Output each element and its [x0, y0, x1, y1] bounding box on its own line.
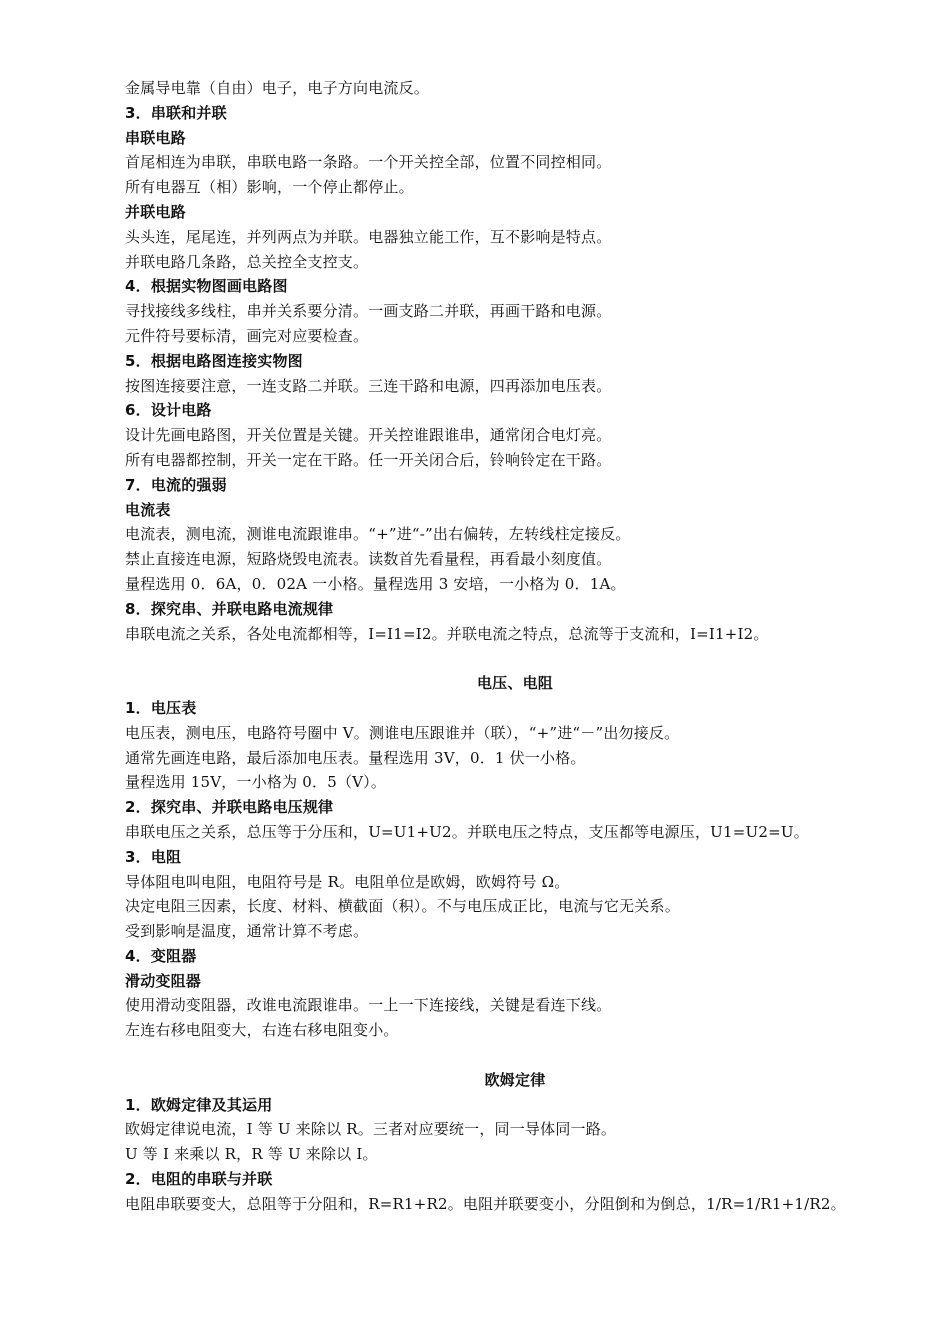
paragraph-line: 所有电器互（相）影响，一个停止都停止。 [125, 178, 414, 197]
paragraph-line: 寻找接线多线柱，串并关系要分清。一画支路二并联，再画干路和电源。 [125, 302, 612, 321]
section-heading: 3．串联和并联 [125, 103, 227, 122]
paragraph-line: 串联电压之关系，总压等于分压和，U=U1+U2。并联电压之特点，支压都等电源压，U1=U2=U。 [125, 822, 809, 841]
section-heading: 5．根据电路图连接实物图 [125, 351, 303, 370]
section-heading: 1．电压表 [125, 698, 197, 717]
section-heading: 6．设计电路 [125, 401, 212, 420]
subsection-heading: 串联电路 [125, 128, 186, 147]
paragraph-line: 量程选用 15V，一小格为 0．5（V）。 [125, 773, 387, 792]
subsection-heading: 并联电路 [125, 202, 186, 221]
blank-line [125, 1043, 885, 1068]
section-heading: 2．探究串、并联电路电压规律 [125, 798, 334, 817]
section-heading: 1．欧姆定律及其运用 [125, 1095, 273, 1114]
paragraph-line: 元件符号要标清，画完对应要检查。 [125, 326, 369, 345]
paragraph-line: 左连右移电阻变大，右连右移电阻变小。 [125, 1021, 399, 1040]
paragraph-line: 禁止直接连电源，短路烧毁电流表。读数首先看量程，再看最小刻度值。 [125, 550, 612, 569]
paragraph-line: 串联电流之关系，各处电流都相等，I=I1=I2。并联电流之特点，总流等于支流和，I=I1+I2。 [125, 624, 769, 643]
paragraph-line: 通常先画连电路，最后添加电压表。量程选用 3V，0．1 伏一小格。 [125, 748, 586, 767]
paragraph-line: 电流表，测电流，测谁电流跟谁串。“+”进“-”出右偏转，左转线柱定接反。 [125, 525, 631, 544]
paragraph-line: 受到影响是温度，通常计算不考虑。 [125, 922, 369, 941]
paragraph-line: 按图连接要注意，一连支路二并联。三连干路和电源，四再添加电压表。 [125, 376, 612, 395]
section-heading: 7．电流的强弱 [125, 475, 227, 494]
paragraph-line: 导体阻电叫电阻，电阻符号是 R。电阻单位是欧姆，欧姆符号 Ω。 [125, 872, 570, 891]
paragraph-line: 量程选用 0．6A，0．02A 一小格。量程选用 3 安培，一小格为 0．1A。 [125, 574, 626, 593]
chapter-title: 欧姆定律 [484, 1070, 546, 1089]
paragraph-line: 使用滑动变阻器，改谁电流跟谁串。一上一下连接线，关键是看连下线。 [125, 996, 612, 1015]
document-body [125, 76, 885, 1217]
paragraph-line: 设计先画电路图，开关位置是关键。开关控谁跟谁串，通常闭合电灯亮。 [125, 426, 612, 445]
section-heading: 4．根据实物图画电路图 [125, 277, 288, 296]
paragraph-line: 并联电路几条路，总关控全支控支。 [125, 252, 369, 271]
section-heading: 4．变阻器 [125, 946, 197, 965]
paragraph-line: U 等 I 来乘以 R，R 等 U 来除以 I。 [125, 1145, 378, 1164]
blank-line [125, 646, 885, 671]
section-heading: 3．电阻 [125, 847, 182, 866]
paragraph-line: 电压表，测电压，电路符号圈中 V。测谁电压跟谁并（联），“+”进“－”出勿接反。 [125, 723, 680, 742]
paragraph-line: 头头连，尾尾连，并列两点为并联。电器独立能工作，互不影响是特点。 [125, 227, 612, 246]
subsection-heading: 滑动变阻器 [125, 971, 202, 990]
paragraph-line: 欧姆定律说电流，I 等 U 来除以 R。三者对应要统一，同一导体同一路。 [125, 1120, 617, 1139]
paragraph-line: 首尾相连为串联，串联电路一条路。一个开关控全部，位置不同控相同。 [125, 153, 612, 172]
paragraph-line: 金属导电靠（自由）电子，电子方向电流反。 [125, 79, 430, 97]
subsection-heading: 电流表 [125, 500, 171, 519]
paragraph-line: 电阻串联要变大，总阻等于分阻和，R=R1+R2。电阻并联要变小，分阻倒和为倒总，1/R=1/R1+1/R2。 [125, 1194, 846, 1213]
paragraph-line: 所有电器都控制，开关一定在干路。任一开关闭合后，铃响铃定在干路。 [125, 450, 612, 469]
section-heading: 8．探究串、并联电路电流规律 [125, 599, 334, 618]
section-heading: 2．电阻的串联与并联 [125, 1170, 273, 1189]
paragraph-line: 决定电阻三因素，长度、材料、横截面（积）。不与电压成正比，电流与它无关系。 [125, 897, 680, 916]
chapter-title: 电压、电阻 [476, 674, 553, 693]
